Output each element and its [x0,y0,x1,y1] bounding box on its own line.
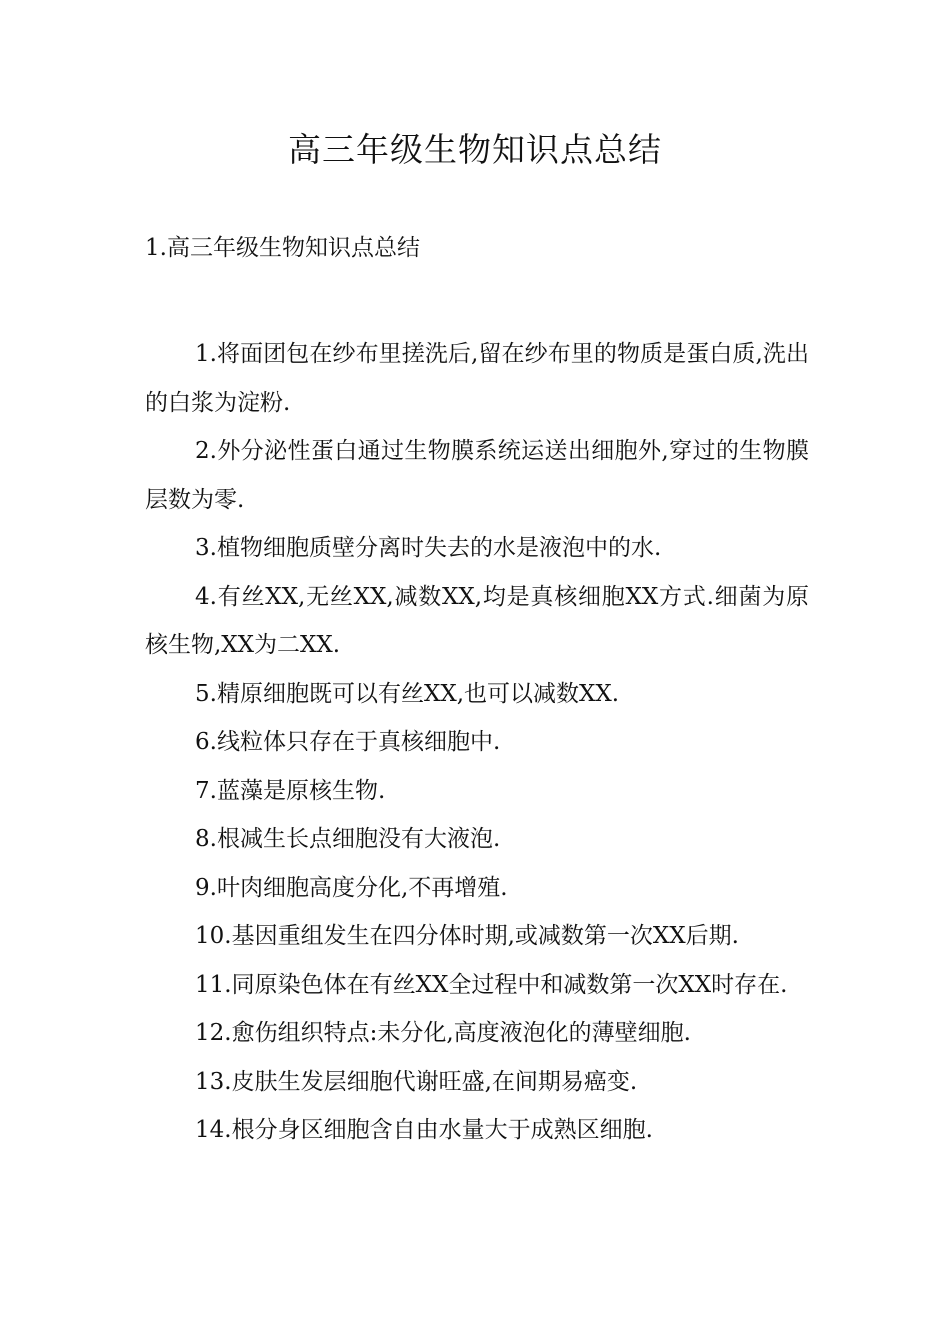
paragraph-6: 6.线粒体只存在于真核细胞中. [195,729,501,755]
document-title: 高三年级生物知识点总结 [288,130,662,169]
paragraph-1: 1.将面团包在纱布里搓洗后,留在纱布里的物质是蛋白质,洗出的白浆为淀粉. [145,341,809,416]
paragraph-3: 3.植物细胞质壁分离时失去的水是液泡中的水. [195,535,662,561]
paragraph-12: 12.愈伤组织特点:未分化,高度液泡化的薄壁细胞. [195,1020,691,1046]
paragraph-13: 13.皮肤生发层细胞代谢旺盛,在间期易癌变. [195,1068,638,1095]
paragraph-10: 10.基因重组发生在四分体时期,或减数第一次XX后期. [195,923,739,949]
paragraph-14: 14.根分身区细胞含自由水量大于成熟区细胞. [195,1117,653,1143]
paragraph-8: 8.根减生长点细胞没有大液泡. [195,826,501,852]
paragraph-11: 11.同原染色体在有丝XX全过程中和减数第一次XX时存在. [195,971,788,998]
paragraph-7: 7.蓝藻是原核生物. [195,777,386,804]
document-body [145,330,809,1155]
paragraph-5: 5.精原细胞既可以有丝XX,也可以减数XX. [195,680,620,707]
paragraph-9: 9.叶肉细胞高度分化,不再增殖. [195,874,508,901]
paragraph-2: 2.外分泌性蛋白通过生物膜系统运送出细胞外,穿过的生物膜层数为零. [145,438,809,513]
paragraph-4: 4.有丝XX,无丝XX,减数XX,均是真核细胞XX方式.细菌为原核生物,XX为二XX. [145,583,809,658]
section-heading: 1.高三年级生物知识点总结 [145,235,420,261]
